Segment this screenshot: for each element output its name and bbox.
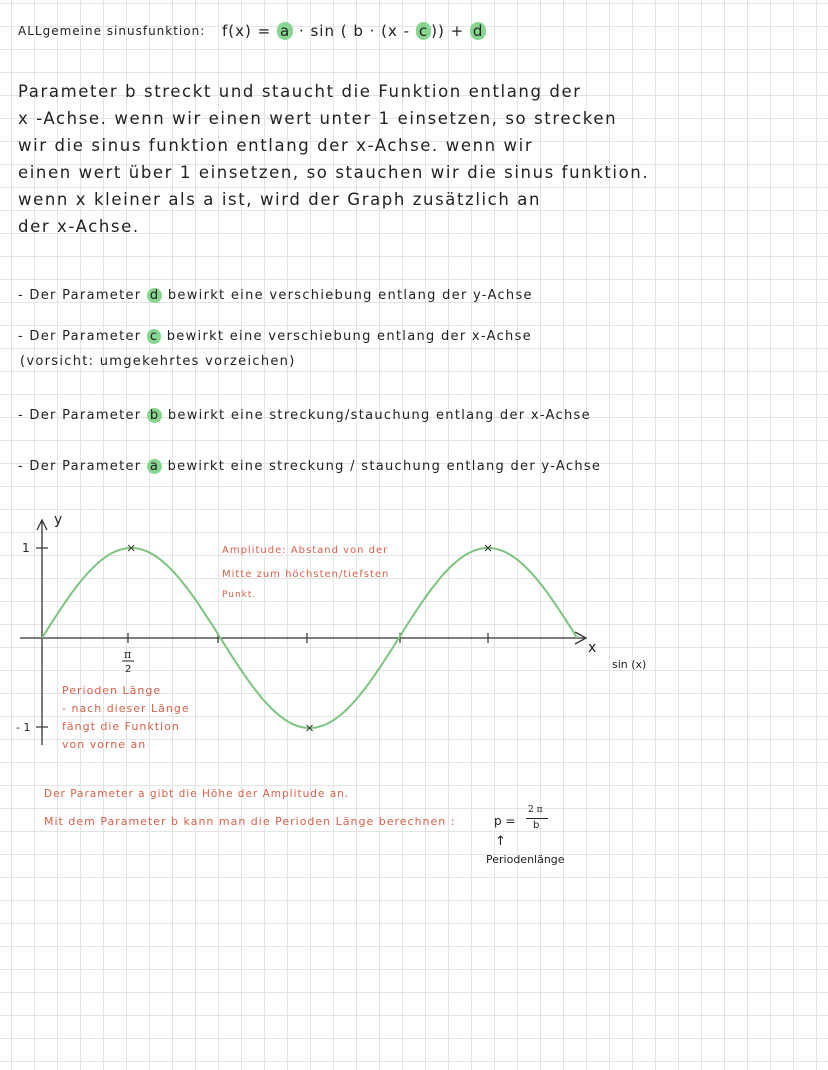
formula-mid1: · sin ( b · (x - bbox=[293, 22, 416, 40]
bullet-text: bewirkt eine streckung / stauchung entlang der y-Achse bbox=[162, 459, 602, 474]
x-tick-label-num: π bbox=[124, 648, 132, 661]
period-formula-denominator: b bbox=[533, 820, 540, 831]
bullet-text: - Der Parameter bbox=[18, 288, 147, 303]
bullet-param-a bbox=[18, 459, 601, 474]
period-note-1: Perioden Länge bbox=[62, 684, 162, 697]
bullet-text: - Der Parameter bbox=[18, 459, 147, 474]
amplitude-note-2: Mitte zum höchsten/tiefsten bbox=[222, 569, 390, 580]
amplitude-note-1: Amplitude: Abstand von der bbox=[222, 545, 389, 556]
period-formula-bar bbox=[526, 818, 548, 819]
formula-param-d: d bbox=[470, 22, 487, 40]
paragraph-line-5: wenn x kleiner als a ist, wird der Graph zusätzlich an bbox=[18, 190, 542, 209]
formula-param-c: c bbox=[416, 22, 431, 40]
amplitude-note-3: Punkt. bbox=[222, 590, 257, 600]
x-tick-label-den: 2 bbox=[125, 664, 132, 675]
bullet-param-c bbox=[18, 329, 532, 344]
function-label: sin (x) bbox=[612, 658, 647, 671]
y-tick-label-pos: 1 bbox=[22, 541, 30, 555]
paragraph-line-2: x -Achse. wenn wir einen wert unter 1 einsetzen, so strecken bbox=[18, 109, 618, 128]
bullet-text: - Der Parameter bbox=[18, 329, 147, 344]
x-axis-label: x bbox=[588, 640, 597, 656]
paragraph-line-4: einen wert über 1 einsetzen, so stauchen wir die sinus funktion. bbox=[18, 163, 650, 182]
period-statement: Mit dem Parameter b kann man die Perioden Länge berechnen : bbox=[44, 815, 456, 828]
formula-prefix: f(x) = bbox=[222, 22, 277, 40]
bullet-param-highlight: d bbox=[147, 288, 163, 303]
y-tick-label-neg: - 1 bbox=[16, 721, 31, 734]
sine-graph bbox=[0, 500, 828, 760]
bullet-param-highlight: c bbox=[147, 329, 161, 344]
general-sine-heading: ALLgemeine sinusfunktion: bbox=[18, 24, 206, 38]
bullet-param-highlight: a bbox=[147, 459, 162, 474]
paragraph-line-3: wir die sinus funktion entlang der x-Achse. wenn wir bbox=[18, 136, 534, 155]
period-note-2: - nach dieser Länge bbox=[62, 702, 190, 715]
bullet-param-c-note: (vorsicht: umgekehrtes vorzeichen) bbox=[20, 354, 296, 369]
y-axis-label: y bbox=[54, 512, 63, 528]
paragraph-line-1: Parameter b streckt und staucht die Funktion entlang der bbox=[18, 82, 582, 101]
period-formula-numerator: 2 π bbox=[528, 805, 543, 815]
sine-formula bbox=[222, 22, 486, 40]
bullet-text: - Der Parameter bbox=[18, 408, 147, 423]
bullet-text: bewirkt eine streckung/stauchung entlang der x-Achse bbox=[162, 408, 591, 423]
formula-param-a: a bbox=[277, 22, 293, 40]
period-formula-p: p = bbox=[494, 814, 516, 828]
bullet-text: bewirkt eine verschiebung entlang der y-Achse bbox=[162, 288, 533, 303]
amplitude-statement: Der Parameter a gibt die Höhe der Amplitude an. bbox=[44, 788, 350, 800]
bullet-param-highlight: b bbox=[147, 408, 163, 423]
period-note-4: von vorne an bbox=[62, 738, 147, 751]
formula-mid2: )) + bbox=[431, 22, 470, 40]
bullet-param-b bbox=[18, 408, 591, 423]
periodenlaenge-label: Periodenlänge bbox=[486, 853, 565, 866]
paragraph-line-6: der x-Achse. bbox=[18, 217, 140, 236]
bullet-text: bewirkt eine verschiebung entlang der x-Achse bbox=[161, 329, 532, 344]
bullet-param-d bbox=[18, 288, 533, 303]
period-note-3: fängt die Funktion bbox=[62, 720, 180, 733]
arrow-up-icon: ↑ bbox=[495, 834, 506, 849]
